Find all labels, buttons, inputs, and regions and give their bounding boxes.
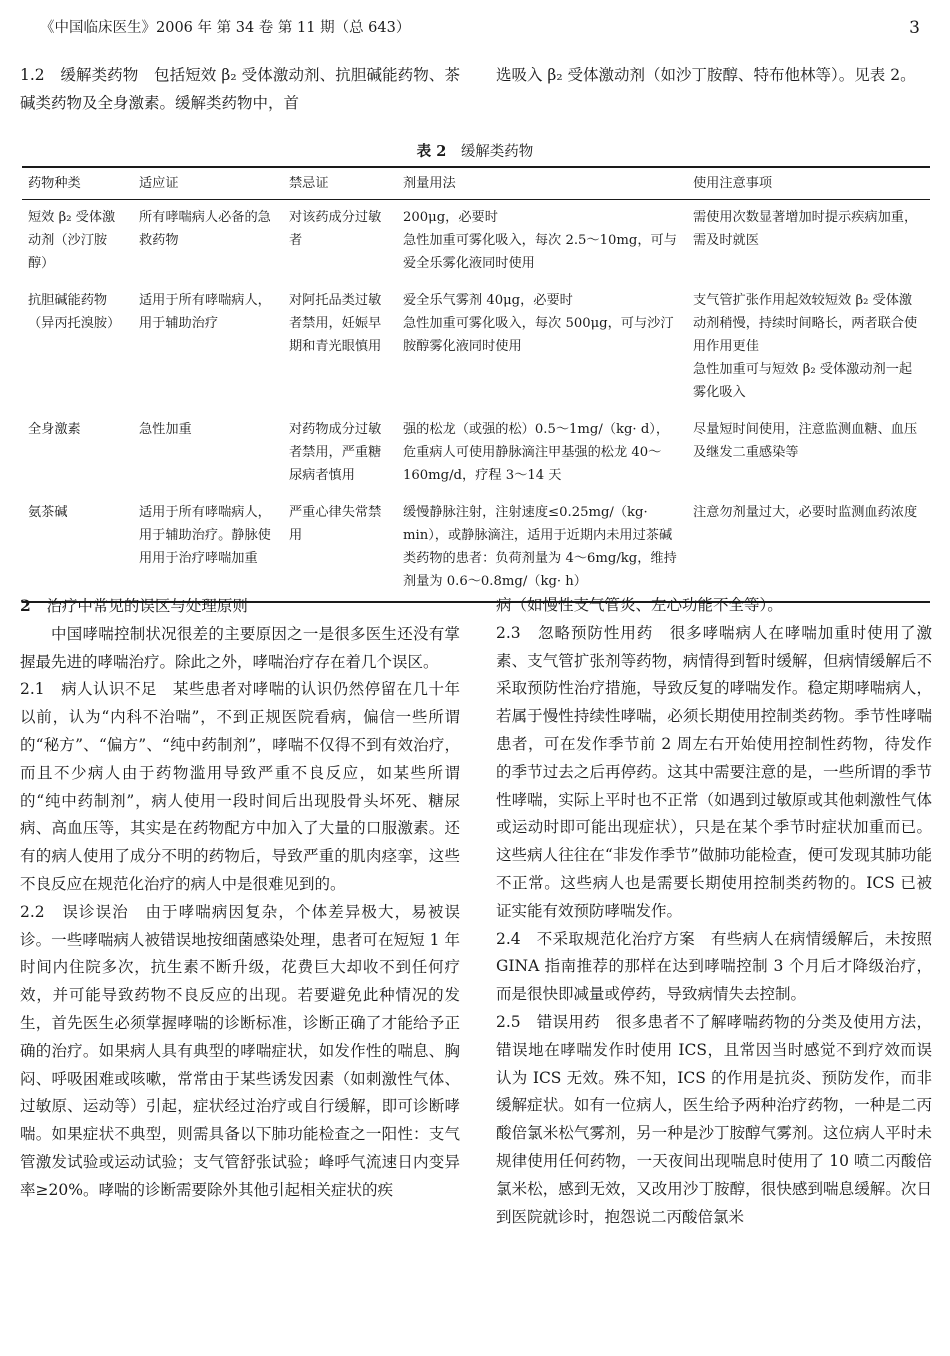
cell-notes	[687, 495, 930, 602]
table-row	[22, 283, 930, 412]
section-2-intro: 中国哮喘控制状况很差的主要原因之一是很多医生还没有掌握最先进的哮喘治疗。除此之外，哮喘治疗存在着几个误区。	[20, 624, 460, 671]
section-2-4-paragraph: 2.4 不采取规范化治疗方案 有些病人在病情缓解后，未按照 GINA 指南推荐的那样在达到哮喘控制 3 个月后才降级治疗，而是很快即减量或停药，导致病情失去控制。	[496, 929, 932, 1004]
table-row	[22, 412, 930, 495]
column-header: 使用注意事项	[687, 167, 930, 200]
table-caption	[0, 140, 950, 161]
column-header: 剂量用法	[397, 167, 687, 200]
section-1-2-paragraph: 1.2 缓解类药物 包括短效 β₂ 受体激动剂、抗胆碱能药物、茶碱类药物及全身激素。缓解类药物中，首	[20, 66, 460, 112]
notes-line: 需使用次数显著增加时提示疾病加重，需及时就医	[693, 210, 918, 248]
page-header	[40, 14, 920, 42]
cell-drug-kind: 全身激素	[28, 422, 81, 437]
column-header: 禁忌证	[283, 167, 397, 200]
cell-dosage	[397, 283, 687, 412]
cell-dosage	[397, 495, 687, 602]
page-number: 3	[909, 18, 920, 38]
cell-drug-kind: 短效 β₂ 受体激动剂（沙汀胺醇）	[28, 210, 116, 271]
section-1-2-continued: 选吸入 β₂ 受体激动剂（如沙丁胺醇、特布他林等）。见表 2。	[496, 66, 916, 84]
cell-indication: 急性加重	[139, 422, 192, 437]
journal-citation: 《中国临床医生》2006 年 第 34 卷 第 11 期（总 643）	[40, 20, 411, 36]
cell-indication: 所有哮喘病人必备的急救药物	[139, 210, 271, 248]
cell-notes	[687, 283, 930, 412]
section-2-2-paragraph: 2.2 误诊误治 由于哮喘病因复杂，个体差异极大，易被误诊。一些哮喘病人被错误地按细菌感染处理，患者可在短短 1 年时间内住院多次，抗生素不断升级，花费巨大却收不到任何疗效，并可能导致药物不良反应的出现。若要避免此种情况的发生，首先医生必须掌握哮喘的诊断标准，诊断正确了才能给予正确的治疗。如果病人具有典型的哮喘症状，如发作性的喘息、胸闷、呼吸困难或咳嗽，常常由于某些诱发因素（如刺激性气体、过敏原、运动等）引起，症状经过治疗或自行缓解，即可诊断哮喘。如果症状不典型，则需具备以下肺功能检查之一阳性：支气管激发试验或运动试验；支气管舒张试验；峰呼气流速日内变异率≥20%。哮喘的诊断需要除外其他引起相关症状的疾	[20, 902, 460, 1199]
bottom-left-column	[20, 592, 460, 1205]
table-title: 缓解类药物	[460, 144, 534, 160]
cell-dosage	[397, 200, 687, 284]
dosage-line: 爱全乐气雾剂 40μg，必要时	[403, 293, 573, 308]
dosage-line: 缓慢静脉注射，注射速度≤0.25mg/（kg· min），或静脉滴注，适用于近期内未用过茶碱类药物的患者：负荷剂量为 4～6mg/kg，维持剂量为 0.6～0.8mg/（kg· h）	[403, 505, 677, 589]
dosage-line: 200μg，必要时	[403, 210, 498, 225]
table-row	[22, 495, 930, 602]
section-2-5-paragraph: 2.5 错误用药 很多患者不了解哮喘药物的分类及使用方法，错误地在哮喘发作时使用 ICS，且常因当时感觉不到疗效而误认为 ICS 无效。殊不知，ICS 的作用是抗炎、预防发作，而非缓解症状。如有一位病人，医生给予两种治疗药物，一种是二丙酸倍氯米松气雾剂，另一种是沙丁胺醇气雾剂。这位病人平时未规律使用任何药物，一天夜间出现喘息时使用了 10 喷二丙酸倍氯米松，感到无效，又改用沙丁胺醇，很快感到喘息缓解。次日到医院就诊时，抱怨说二丙酸倍氯米	[496, 1012, 932, 1226]
section-2-2-continued: 病（如慢性支气管炎、左心功能不全等）。	[496, 596, 783, 614]
section-2-number: 2	[20, 596, 31, 615]
cell-indication: 适用于所有哮喘病人，用于辅助治疗	[139, 293, 271, 331]
cell-indication: 适用于所有哮喘病人，用于辅助治疗。静脉使用用于治疗哮喘加重	[133, 495, 283, 602]
bottom-right-column	[496, 592, 932, 1231]
cell-drug-kind: 抗胆碱能药物（异丙托溴胺）	[28, 293, 121, 331]
column-header: 适应证	[133, 167, 283, 200]
table-header-row	[22, 167, 930, 200]
section-2-heading	[20, 592, 460, 621]
notes-line: 急性加重可与短效 β₂ 受体激动剂一起雾化吸入	[693, 362, 913, 400]
section-2-title: 治疗中常见的误区与处理原则	[46, 597, 248, 615]
notes-line: 支气管扩张作用起效较短效 β₂ 受体激动剂稍慢，持续时间略长，两者联合使用作用更佳	[693, 293, 918, 354]
table-row	[22, 200, 930, 284]
top-right-column	[496, 62, 932, 90]
cell-contraindication: 对该药成分过敏者	[289, 210, 382, 248]
cell-drug-kind: 氨茶碱	[22, 495, 133, 602]
section-2-3-paragraph: 2.3 忽略预防性用药 很多哮喘病人在哮喘加重时使用了激素、支气管扩张剂等药物，病情得到暂时缓解，但病情缓解后不采取预防性治疗措施，导致反复的哮喘发作。稳定期哮喘病人，若属于慢性持续性哮喘，必须长期使用控制类药物。季节性哮喘患者，可在发作季节前 2 周左右开始使用控制性药物，待发作的季节过去之后再停药。这其中需要注意的是，一些所谓的季节性哮喘，实际上平时也不正常（如遇到过敏原或其他刺激性气体或运动时即可能出现症状），只是在某个季节时症状加重而已。这些病人往往在“非发作季节”做肺功能检查，便可发现其肺功能不正常。这些病人也是需要长期使用控制类药物的。ICS 已被证实能有效预防哮喘发作。	[496, 623, 932, 920]
notes-line: 尽量短时间使用，注意监测血糖、血压及继发二重感染等	[693, 422, 918, 460]
section-2-1-paragraph: 2.1 病人认识不足 某些患者对哮喘的认识仍然停留在几十年以前，认为“内科不治喘”，不到正规医院看病，偏信一些所谓的“秘方”、“偏方”、“纯中药制剂”，哮喘不仅得不到有效治疗，而且不少病人由于药物滥用导致严重不良反应，如某些所谓的“纯中药制剂”，病人使用一段时间后出现股骨头坏死、糖尿病、高血压等，其实是在药物配方中加入了大量的口服激素。还有的病人使用了成分不明的药物后，导致严重的肌肉痉挛，这些不良反应在规范化治疗的病人中是很难见到的。	[20, 680, 460, 893]
relief-drugs-table	[22, 166, 930, 603]
dosage-line: 急性加重可雾化吸入，每次 2.5～10mg，可与爱全乐雾化液同时使用	[403, 233, 677, 271]
dosage-line: 急性加重可雾化吸入，每次 500μg，可与沙汀胺醇雾化液同时使用	[403, 316, 674, 354]
table-label: 表 2	[416, 143, 447, 160]
dosage-line: 强的松龙（或强的松）0.5～1mg/（kg· d），危重病人可使用静脉滴注甲基强的松龙 40～160mg/d，疗程 3～14 天	[403, 422, 670, 483]
cell-contraindication: 严重心律失常禁用	[283, 495, 397, 602]
cell-contraindication: 对药物成分过敏者禁用，严重糖尿病者慎用	[289, 422, 382, 483]
column-header: 药物种类	[22, 167, 133, 200]
cell-notes	[687, 412, 930, 495]
top-left-column	[20, 62, 460, 118]
cell-dosage	[397, 412, 687, 495]
notes-line: 注意勿剂量过大，必要时监测血药浓度	[693, 505, 918, 520]
cell-contraindication: 对阿托品类过敏者禁用，妊娠早期和青光眼慎用	[289, 293, 382, 354]
cell-notes	[687, 200, 930, 284]
